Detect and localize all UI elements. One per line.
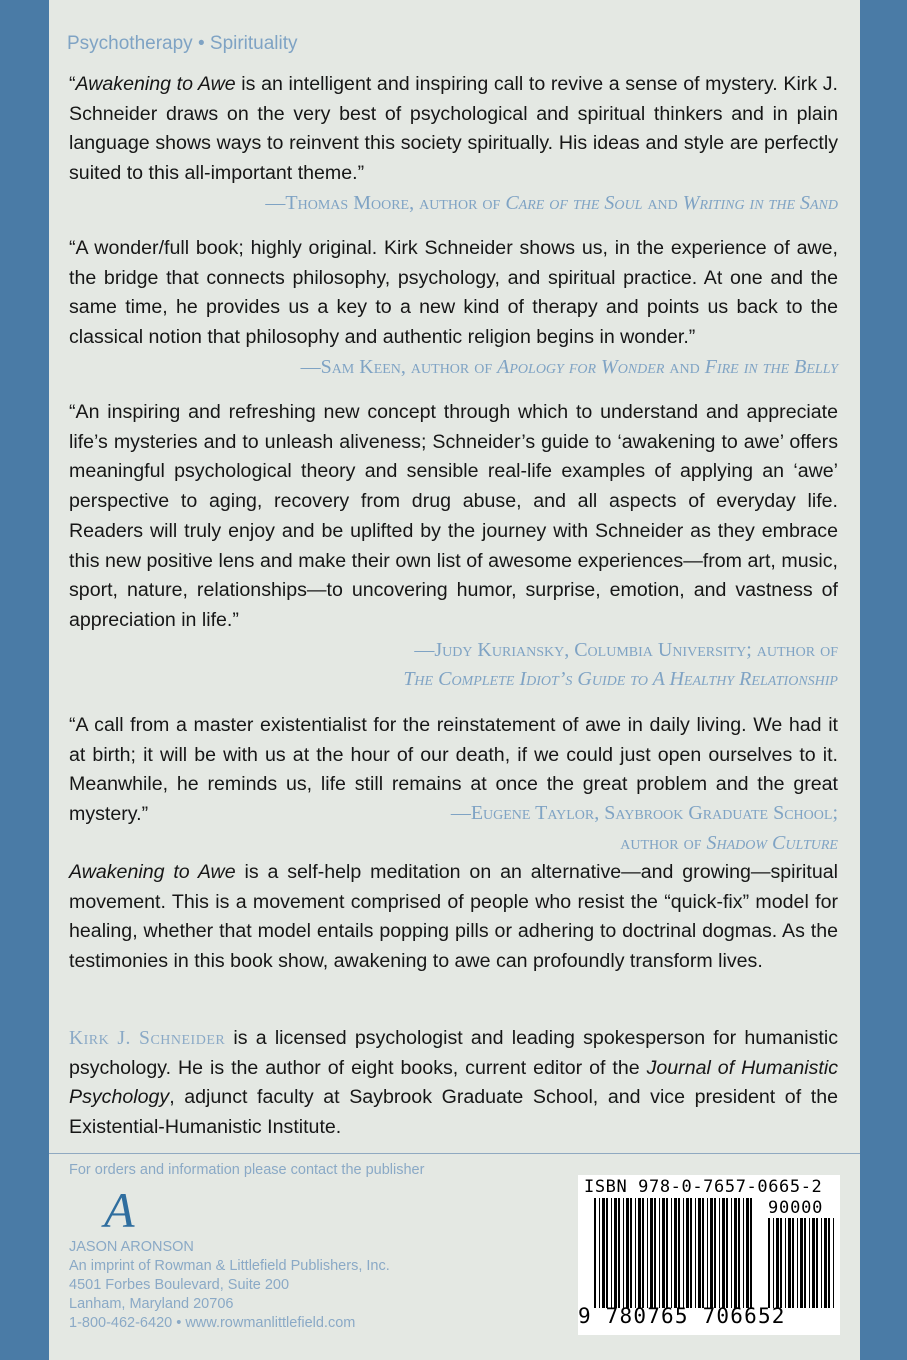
author-name: Kirk J. Schneider bbox=[69, 1028, 226, 1049]
barcode-bar bbox=[642, 1198, 644, 1308]
quote-text: “A call from a master existentialist for the reinstatement of awe in daily living. We had it at birth; it will be with us at the hour of our death, if we could just open ourselves to it. Meanwhile, he reminds us, life still remains at once the great problem and the great mystery.” bbox=[69, 714, 838, 826]
publisher-name: JASON ARONSON bbox=[69, 1239, 194, 1255]
price-barcode bbox=[768, 1218, 836, 1308]
barcode-bar bbox=[647, 1198, 648, 1308]
barcode-bar bbox=[662, 1198, 665, 1308]
barcode-bar bbox=[630, 1198, 632, 1308]
barcode-bar bbox=[800, 1218, 803, 1308]
book-description: Awakening to Awe is a self-help meditation on an alternative—and growing—spiritual movement. This is a movement comprised of people who resist the “quick-fix” model for healing, whether that model entails popping pills or adhering to doctrinal dogmas. As the testimonies in this book show, awakening to awe can profoundly transform lives. bbox=[69, 861, 839, 973]
barcode-bar bbox=[602, 1198, 605, 1308]
barcode-bar bbox=[683, 1198, 684, 1308]
barcode-bar bbox=[698, 1198, 701, 1308]
barcode-bar bbox=[599, 1198, 600, 1308]
quote-attribution: —Judy Kuriansky, Columbia University; author of The Complete Idiot’s Guide to A Healthy Relationship bbox=[403, 638, 838, 691]
barcode-bar bbox=[719, 1198, 720, 1308]
barcode-bar bbox=[650, 1198, 653, 1308]
publisher-info bbox=[69, 1238, 390, 1333]
barcode-bar bbox=[707, 1198, 708, 1308]
barcode-bar bbox=[678, 1198, 680, 1308]
barcode-bar bbox=[785, 1218, 786, 1308]
barcode-bar bbox=[833, 1218, 834, 1308]
barcode-bar bbox=[780, 1218, 782, 1308]
barcode-bar bbox=[635, 1198, 636, 1308]
barcode-bar bbox=[638, 1198, 641, 1308]
barcode-bar bbox=[654, 1198, 656, 1308]
barcode-bar bbox=[626, 1198, 629, 1308]
barcode-bar bbox=[618, 1198, 620, 1308]
barcode-bar bbox=[695, 1198, 696, 1308]
barcode-bar bbox=[594, 1198, 596, 1308]
barcode-bar bbox=[750, 1198, 752, 1308]
quote-thomas-moore bbox=[69, 70, 838, 219]
quote-text: “A wonder/full book; highly original. Kirk Schneider shows us, in the experience of awe, the bridge that connects philosophy, psychology, and spiritual practice. At one and the same time, he provides us a key to a new kind of therapy and points us back to the classical notion that philosophy and authentic religion begins in wonder.” bbox=[69, 237, 838, 349]
barcode-bar bbox=[768, 1218, 770, 1308]
barcode-bar bbox=[821, 1218, 822, 1308]
isbn-label: ISBN 978-0-7657-0665-2 bbox=[584, 1177, 823, 1197]
barcode-bar bbox=[788, 1218, 791, 1308]
book-title: Awakening to Awe bbox=[75, 73, 236, 95]
quote-attribution: —Thomas Moore, author of Care of the Soul and Writing in the Sand bbox=[265, 191, 838, 214]
barcode-bar bbox=[734, 1198, 737, 1308]
publisher-imprint: An imprint of Rowman & Littlefield Publishers, Inc. bbox=[69, 1258, 390, 1274]
quote-sam-keen bbox=[69, 234, 838, 383]
barcode-bar bbox=[666, 1198, 668, 1308]
ean-barcode bbox=[594, 1198, 754, 1308]
barcode-bar bbox=[722, 1198, 725, 1308]
publisher-address-line1: 4501 Forbes Boulevard, Suite 200 bbox=[69, 1277, 290, 1293]
barcode-bar bbox=[824, 1218, 827, 1308]
barcode-bar bbox=[731, 1198, 732, 1308]
ean-number: 9 780765 706652 bbox=[578, 1304, 786, 1328]
barcode-bar bbox=[614, 1198, 617, 1308]
publisher-address-line2: Lanham, Maryland 20706 bbox=[69, 1296, 234, 1312]
barcode-bar bbox=[659, 1198, 660, 1308]
barcode-bar bbox=[776, 1218, 779, 1308]
book-title: Awakening to Awe bbox=[69, 861, 236, 883]
contact-note: For orders and information please contact the publisher bbox=[69, 1162, 425, 1178]
barcode-bar bbox=[611, 1198, 612, 1308]
barcode-bar bbox=[828, 1218, 830, 1308]
barcode-bar bbox=[714, 1198, 716, 1308]
barcode-bar bbox=[743, 1198, 744, 1308]
barcode-bar bbox=[746, 1198, 749, 1308]
barcode-bar bbox=[773, 1218, 774, 1308]
quote-attribution: —Eugene Taylor, Saybrook Graduate School; author of Shadow Culture bbox=[450, 802, 838, 854]
barcode-bar bbox=[623, 1198, 624, 1308]
quote-text: “Awakening to Awe is an intelligent and inspiring call to revive a sense of mystery. Kirk J. Schneider draws on the very best of psychological and spiritual thinkers and in plain language shows ways to reinvent this society spiritually. His ideas and style are perfectly suited to this all-important theme.” bbox=[69, 73, 838, 185]
barcode-bar bbox=[710, 1198, 713, 1308]
author-bio: Kirk J. Schneider is a licensed psychologist and leading spokesperson for humanistic psychology. He is the author of eight books, current editor of the Journal of Humanistic Psychology, adjunct faculty at Saybrook Graduate School, and vice president of the Existential-Humanistic Institute. bbox=[69, 1027, 838, 1139]
barcode-bar bbox=[816, 1218, 818, 1308]
footer-divider bbox=[49, 1153, 860, 1154]
price-code: 90000 bbox=[768, 1198, 824, 1218]
barcode-bar bbox=[674, 1198, 677, 1308]
publisher-logo-icon: A bbox=[104, 1182, 135, 1238]
barcode-bar bbox=[726, 1198, 728, 1308]
barcode-bar bbox=[804, 1218, 806, 1308]
barcode-bar bbox=[812, 1218, 815, 1308]
barcode-bar bbox=[809, 1218, 810, 1308]
quote-judy-kuriansky bbox=[69, 398, 838, 695]
barcode-bar bbox=[690, 1198, 692, 1308]
quote-text: “An inspiring and refreshing new concept through which to understand and appreciate life’s mysteries and to unleash aliveness; Schneider’s guide to ‘awakening to awe’ offers meaningful psychological theory and sensible real-life examples of applying an ‘awe’ perspective to aging, recovery from drug abuse, and all aspects of everyday life. Readers will truly enjoy and be uplifted by the journey with Schneider as they embrace this new positive lens and make their own list of awesome experiences—from art, music, sport, nature, relationships—to uncovering humor, surprise, emotion, and vastness of appreciation in life.” bbox=[69, 401, 838, 631]
barcode-bar bbox=[702, 1198, 704, 1308]
barcode-bar bbox=[792, 1218, 794, 1308]
barcode-bar bbox=[671, 1198, 672, 1308]
quote-attribution: —Sam Keen, author of Apology for Wonder and Fire in the Belly bbox=[300, 355, 838, 378]
barcode-bar bbox=[686, 1198, 689, 1308]
category-label: Psychotherapy • Spirituality bbox=[67, 33, 298, 54]
barcode-bar bbox=[738, 1198, 740, 1308]
barcode-bar bbox=[606, 1198, 608, 1308]
barcode-bar bbox=[797, 1218, 798, 1308]
publisher-contact: 1-800-462-6420 • www.rowmanlittlefield.com bbox=[69, 1315, 356, 1331]
